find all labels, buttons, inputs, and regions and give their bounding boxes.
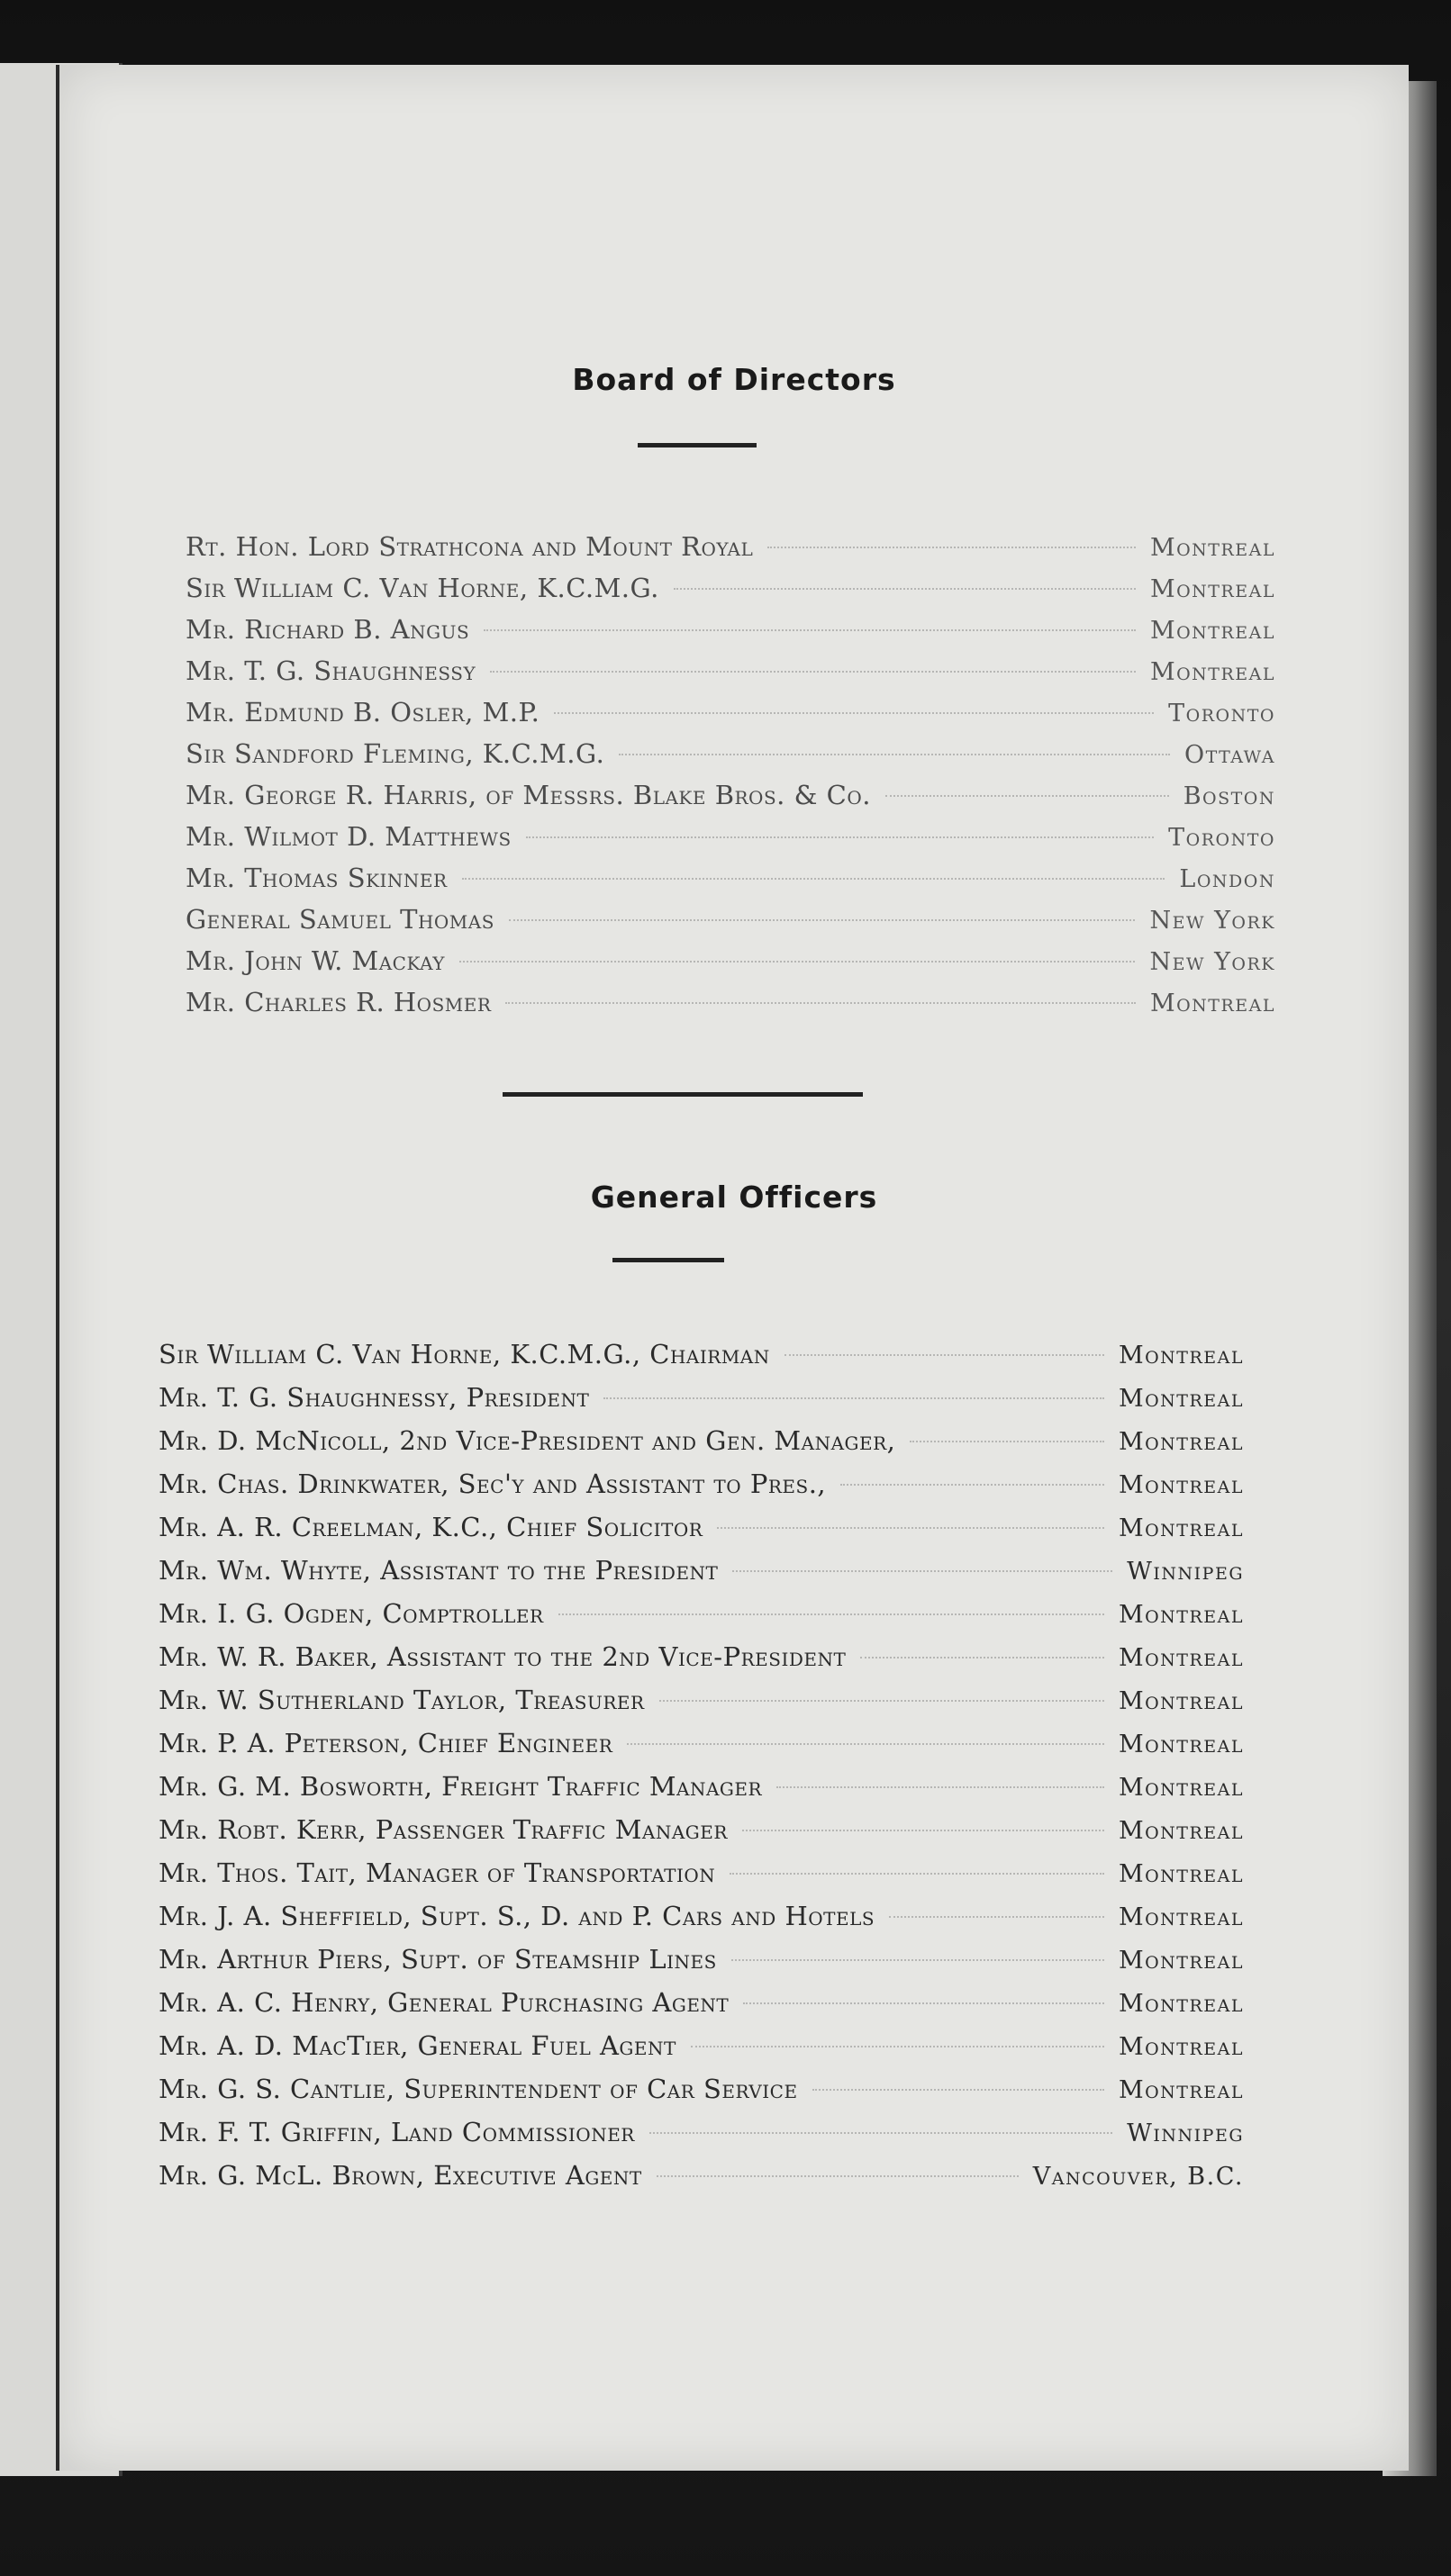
dot-leader (717, 1527, 1104, 1529)
dot-leader (619, 754, 1170, 755)
officer-place: Montreal (1118, 1860, 1244, 1888)
list-item (159, 1685, 1244, 1724)
officer-place: Montreal (1118, 1817, 1244, 1845)
officer-name: Mr. W. R. Baker, Assistant to the 2nd Vice-President (159, 1641, 847, 1672)
dot-leader (484, 629, 1136, 631)
officer-place: Montreal (1118, 1428, 1244, 1456)
member-name: Mr. Richard B. Angus (186, 614, 470, 645)
officer-name: Mr. A. R. Creelman, K.C., Chief Solicitor (159, 1512, 703, 1542)
member-name: Sir William C. Van Horne, K.C.M.G. (186, 573, 659, 603)
dot-leader (910, 1441, 1104, 1442)
dot-leader (459, 961, 1136, 963)
officers-heading: General Officers (590, 1180, 878, 1215)
dot-leader (840, 1484, 1104, 1486)
dot-leader (743, 2002, 1104, 2004)
dot-leader (462, 878, 1165, 880)
officer-name: Mr. Robt. Kerr, Passenger Traffic Manager (159, 1814, 728, 1845)
officer-place: Montreal (1118, 2076, 1244, 2104)
list-item (159, 1728, 1244, 1767)
officer-name: Mr. G. S. Cantlie, Superintendent of Car Service (159, 2074, 798, 2104)
board-heading: Board of Directors (572, 362, 896, 397)
dot-leader (742, 1830, 1104, 1831)
dot-leader (691, 2046, 1104, 2047)
officer-place: Montreal (1118, 1514, 1244, 1542)
officer-place: Montreal (1118, 1471, 1244, 1499)
officer-place: Montreal (1118, 1644, 1244, 1672)
officer-name: Mr. J. A. Sheffield, Supt. S., D. and P. Cars and Hotels (159, 1901, 875, 1931)
dot-leader (659, 1700, 1104, 1702)
member-name: Mr. George R. Harris, of Messrs. Blake Bros. & Co. (186, 780, 871, 810)
member-place: Montreal (1149, 990, 1275, 1017)
officer-place: Montreal (1118, 1342, 1244, 1369)
officer-name: Mr. T. G. Shaughnessy, President (159, 1382, 590, 1413)
member-name: Mr. T. G. Shaughnessy (186, 655, 476, 686)
member-place: Toronto (1168, 700, 1275, 728)
officer-name: Mr. A. D. MacTier, General Fuel Agent (159, 2030, 676, 2061)
list-item (186, 863, 1275, 902)
list-item (159, 1857, 1244, 1897)
dot-leader (657, 2175, 1019, 2177)
dot-leader (554, 712, 1154, 714)
list-item (159, 1771, 1244, 1811)
list-item (159, 1944, 1244, 1984)
member-name: Mr. John W. Mackay (186, 945, 445, 976)
dot-leader (526, 836, 1154, 838)
list-item (186, 987, 1275, 1026)
officer-place: Vancouver, B.C. (1032, 2163, 1244, 2191)
officer-name: Mr. A. C. Henry, General Purchasing Agent (159, 1987, 730, 2018)
dot-leader (509, 919, 1136, 921)
member-place: New York (1149, 948, 1275, 976)
member-name: Mr. Edmund B. Osler, M.P. (186, 697, 540, 728)
list-item (159, 2074, 1244, 2113)
officer-place: Montreal (1118, 1947, 1244, 1975)
member-place: New York (1149, 907, 1275, 935)
officer-place: Montreal (1118, 1601, 1244, 1629)
list-item (159, 1382, 1244, 1422)
member-place: Ottawa (1183, 741, 1275, 769)
list-item (159, 1987, 1244, 2027)
dot-leader (558, 1613, 1104, 1615)
officer-place: Winnipeg (1127, 2120, 1244, 2147)
list-item (159, 1598, 1244, 1638)
list-item (186, 655, 1275, 695)
member-place: Toronto (1168, 824, 1275, 852)
dot-leader (776, 1786, 1104, 1788)
member-name: Mr. Charles R. Hosmer (186, 987, 492, 1017)
officer-name: Mr. Wm. Whyte, Assistant to the President (159, 1555, 719, 1586)
list-item (159, 1512, 1244, 1551)
list-item (186, 531, 1275, 571)
member-place: Boston (1183, 782, 1275, 810)
dot-leader (885, 795, 1169, 797)
list-item (186, 573, 1275, 612)
list-item (159, 1641, 1244, 1681)
officer-place: Montreal (1118, 1903, 1244, 1931)
officer-name: Mr. Arthur Piers, Supt. of Steamship Lines (159, 1944, 717, 1975)
list-item (159, 1339, 1244, 1378)
list-item (186, 738, 1275, 778)
member-name: Mr. Wilmot D. Matthews (186, 821, 512, 852)
officer-name: Mr. Thos. Tait, Manager of Transportation (159, 1857, 716, 1888)
dot-leader (674, 588, 1136, 590)
dot-leader (627, 1743, 1104, 1745)
officer-name: Mr. F. T. Griffin, Land Commissioner (159, 2117, 635, 2147)
member-name: Mr. Thomas Skinner (186, 863, 448, 893)
member-name: General Samuel Thomas (186, 904, 494, 935)
dot-leader (490, 671, 1136, 673)
list-item (159, 1469, 1244, 1508)
member-place: Montreal (1149, 575, 1275, 603)
dot-leader (505, 1002, 1136, 1004)
list-item (186, 697, 1275, 737)
document-page (56, 65, 1409, 2471)
officer-name: Mr. P. A. Peterson, Chief Engineer (159, 1728, 613, 1758)
member-name: Sir Sandford Fleming, K.C.M.G. (186, 738, 605, 769)
officer-place: Montreal (1118, 1731, 1244, 1758)
officer-place: Montreal (1118, 2033, 1244, 2061)
officers-heading-underline (612, 1258, 724, 1262)
officer-name: Mr. Chas. Drinkwater, Sec'y and Assistant to Pres., (159, 1469, 827, 1499)
board-heading-underline (638, 443, 757, 447)
member-place: Montreal (1149, 617, 1275, 645)
list-item (186, 821, 1275, 861)
officer-place: Montreal (1118, 1385, 1244, 1413)
officer-name: Mr. D. McNicoll, 2nd Vice-President and Gen. Manager, (159, 1425, 896, 1456)
section-divider (503, 1092, 863, 1097)
officer-name: Sir William C. Van Horne, K.C.M.G., Chairman (159, 1339, 770, 1369)
list-item (159, 2030, 1244, 2070)
officer-place: Winnipeg (1127, 1558, 1244, 1586)
officer-name: Mr. I. G. Ogden, Comptroller (159, 1598, 544, 1629)
member-place: London (1179, 865, 1275, 893)
officer-name: Mr. G. M. Bosworth, Freight Traffic Manager (159, 1771, 763, 1802)
list-item (159, 1425, 1244, 1465)
list-item (159, 1814, 1244, 1854)
dot-leader (732, 1570, 1112, 1572)
list-item (186, 904, 1275, 944)
officer-place: Montreal (1118, 1990, 1244, 2018)
dot-leader (649, 2132, 1112, 2134)
list-item (159, 1555, 1244, 1595)
officer-name: Mr. W. Sutherland Taylor, Treasurer (159, 1685, 645, 1715)
member-name: Rt. Hon. Lord Strathcona and Mount Royal (186, 531, 754, 562)
list-item (159, 2117, 1244, 2156)
list-item (186, 780, 1275, 819)
dot-leader (730, 1873, 1104, 1875)
list-item (159, 1901, 1244, 1940)
list-item (186, 614, 1275, 654)
dot-leader (767, 547, 1136, 548)
officer-name: Mr. G. McL. Brown, Executive Agent (159, 2160, 642, 2191)
dot-leader (731, 1959, 1104, 1961)
member-place: Montreal (1149, 534, 1275, 562)
dot-leader (784, 1354, 1104, 1356)
member-place: Montreal (1149, 658, 1275, 686)
dot-leader (603, 1397, 1104, 1399)
list-item (186, 945, 1275, 985)
list-item (159, 2160, 1244, 2200)
officer-place: Montreal (1118, 1774, 1244, 1802)
dot-leader (860, 1657, 1104, 1659)
officer-place: Montreal (1118, 1687, 1244, 1715)
dot-leader (889, 1916, 1104, 1918)
dot-leader (812, 2089, 1104, 2091)
